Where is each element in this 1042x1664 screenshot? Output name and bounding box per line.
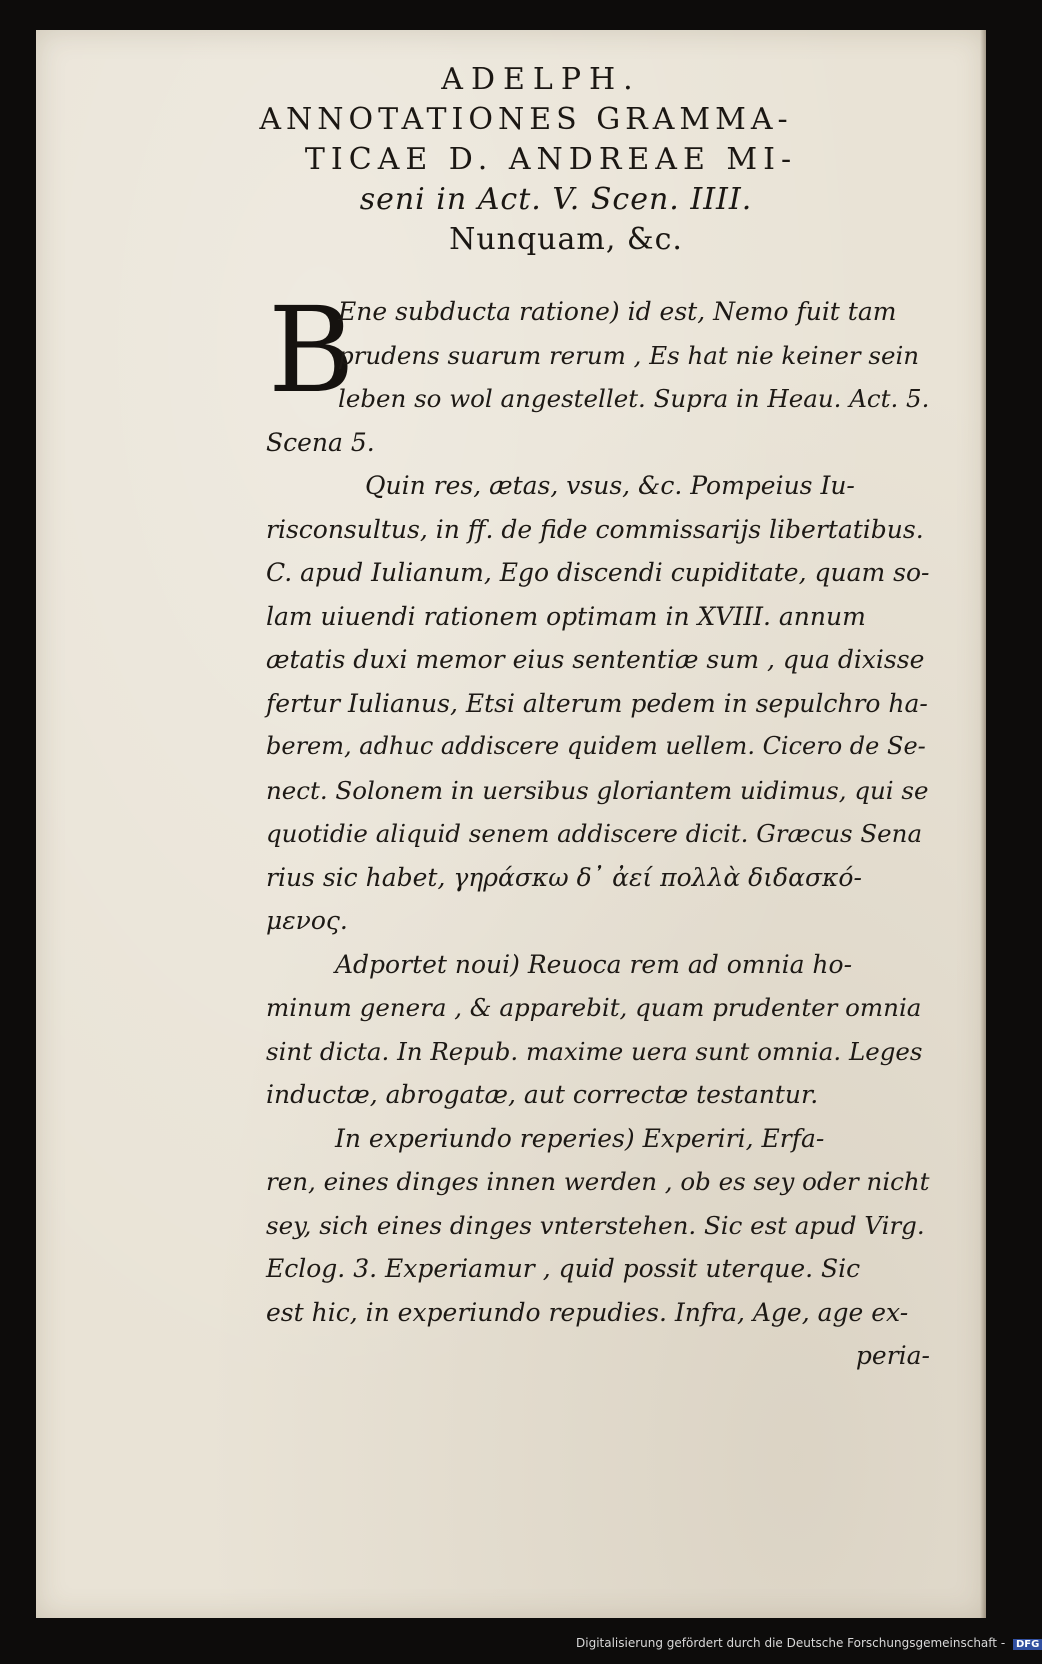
drop-cap-initial: B xyxy=(268,281,355,419)
text-line: Scena 5. xyxy=(266,427,375,457)
credit-text: Digitalisierung gefördert durch die Deutsche Forschungsgemeinschaft - xyxy=(576,1636,1006,1650)
text-line: minum genera , & apparebit, quam prudenter omnia xyxy=(266,993,922,1022)
text-line: est hic, in experiundo repudies. Infra, Age, age ex- xyxy=(266,1297,909,1327)
text-line: Quin res, ætas, vsus, &c. Pompeius Iu- xyxy=(365,471,855,500)
digitization-credit xyxy=(576,1636,1042,1650)
text-line: ætatis duxi memor eius sententiæ sum , qua dixisse xyxy=(266,645,925,674)
page-heading xyxy=(36,60,986,260)
text-line: quotidie aliquid senem addiscere dicit. Græcus Sena xyxy=(266,819,923,848)
text-line: sint dicta. In Repub. maxime uera sunt omnia. Leges xyxy=(266,1036,923,1066)
heading-line: TICAE D. ANDREAE MI- xyxy=(304,142,798,177)
text-line: Adportet noui) Reuoca rem ad omnia ho- xyxy=(335,949,853,979)
text-line: ren, eines dinges innen werden , ob es sey oder nicht xyxy=(266,1167,930,1196)
text-line: Ene subducta ratione) id est, Nemo fuit tam xyxy=(338,297,897,326)
text-line: leben so wol angestellet. Supra in Heau. Act. 5. xyxy=(338,384,930,413)
text-line: lam uiuendi rationem optimam in XVIII. annum xyxy=(266,601,866,631)
catchword: peria- xyxy=(855,1341,930,1370)
dfg-logo: DFG xyxy=(1013,1639,1042,1650)
heading-line: seni in Act. V. Scen. IIII. xyxy=(359,182,753,217)
heading-line: Nunquam, &c. xyxy=(449,222,683,257)
text-line: rius sic habet, γηράσκω δ᾽ ἀεί πολλὰ διδασκό- xyxy=(266,862,862,892)
annotation-body xyxy=(230,281,930,1378)
text-line: fertur Iulianus, Etsi alterum pedem in sepulchro ha- xyxy=(266,688,928,718)
text-line: C. apud Iulianum, Ego discendi cupiditate, quam so- xyxy=(266,558,930,587)
text-line: berem, adhuc addiscere quidem uellem. Cicero de Se- xyxy=(266,732,926,760)
heading-line: ANNOTATIONES GRAMMA- xyxy=(259,102,793,137)
running-title: ADELPH. xyxy=(441,62,641,97)
text-line: sey, sich eines dinges vnterstehen. Sic est apud Virg. xyxy=(266,1210,925,1240)
text-line: nect. Solonem in uersibus gloriantem uidimus, qui se xyxy=(266,775,929,805)
text-line: In experiundo reperies) Experiri, Erfa- xyxy=(335,1123,825,1153)
text-line: risconsultus, in ff. de fide commissarijs libertatibus. xyxy=(266,514,924,544)
text-line: prudens suarum rerum , Es hat nie keiner sein xyxy=(338,340,920,370)
text-line: Eclog. 3. Experiamur , quid possit uterque. Sic xyxy=(266,1254,861,1283)
text-line: inductæ, abrogatæ, aut correctæ testantur. xyxy=(266,1080,819,1109)
text-line: μενος. xyxy=(266,906,348,935)
